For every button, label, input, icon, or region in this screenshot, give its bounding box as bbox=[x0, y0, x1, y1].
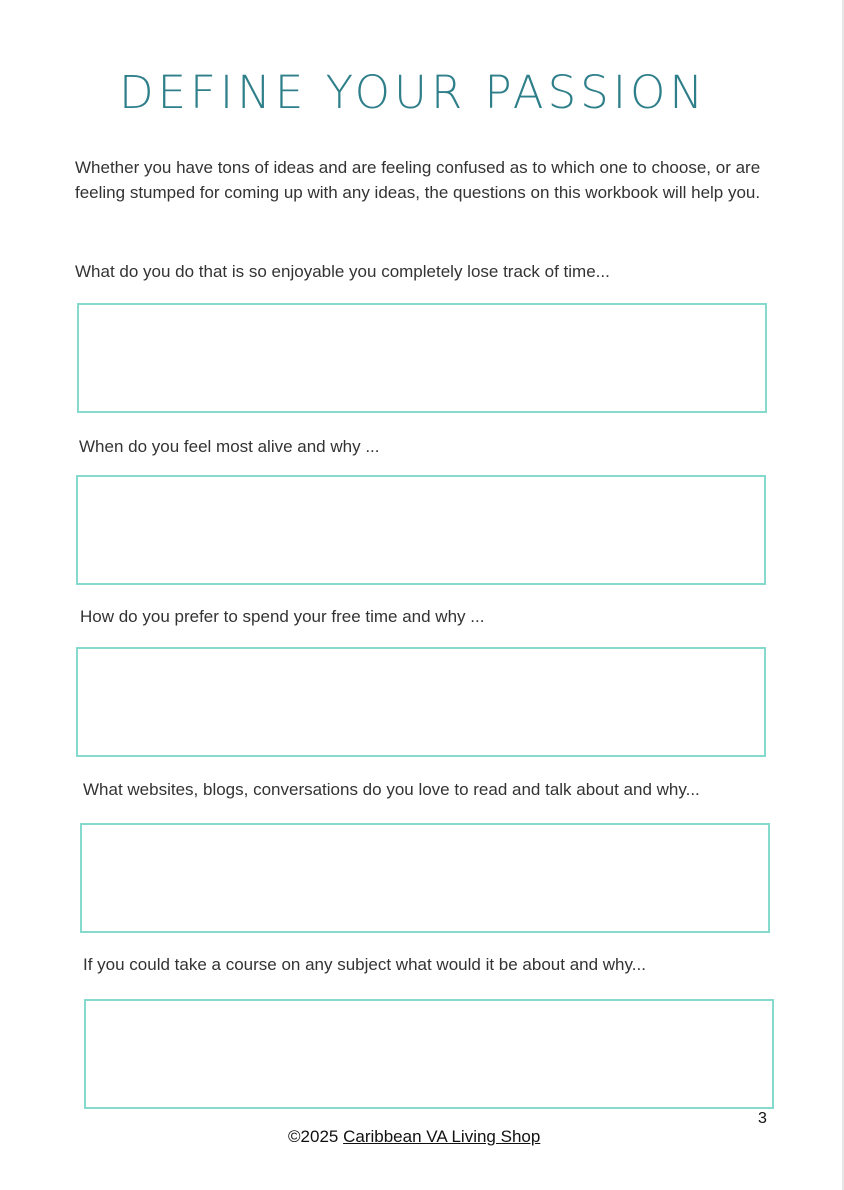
answer-box-5[interactable] bbox=[84, 999, 774, 1109]
question-label-2: When do you feel most alive and why ... bbox=[79, 437, 380, 456]
footer bbox=[288, 1127, 540, 1147]
question-label-4: What websites, blogs, conversations do you love to read and talk about and why... bbox=[83, 780, 700, 799]
question-label-1: What do you do that is so enjoyable you completely lose track of time... bbox=[75, 262, 610, 281]
copyright-icon: © bbox=[288, 1127, 301, 1146]
shop-link[interactable]: Caribbean VA Living Shop bbox=[343, 1127, 541, 1146]
footer-year: 2025 bbox=[300, 1127, 339, 1146]
answer-box-4[interactable] bbox=[80, 823, 770, 933]
question-label-3: How do you prefer to spend your free time and why ... bbox=[80, 607, 485, 626]
page-title: DEFINE YOUR PASSION bbox=[118, 66, 708, 119]
question-label-5: If you could take a course on any subject what would it be about and why... bbox=[83, 955, 646, 974]
answer-box-1[interactable] bbox=[77, 303, 767, 413]
intro-text: Whether you have tons of ideas and are feeling confused as to which one to choose, or are feeling stumped for coming up with any ideas, the questions on this workbook will help you. bbox=[75, 158, 761, 202]
page-number: 3 bbox=[758, 1110, 767, 1127]
answer-box-3[interactable] bbox=[76, 647, 766, 757]
answer-box-2[interactable] bbox=[76, 475, 766, 585]
